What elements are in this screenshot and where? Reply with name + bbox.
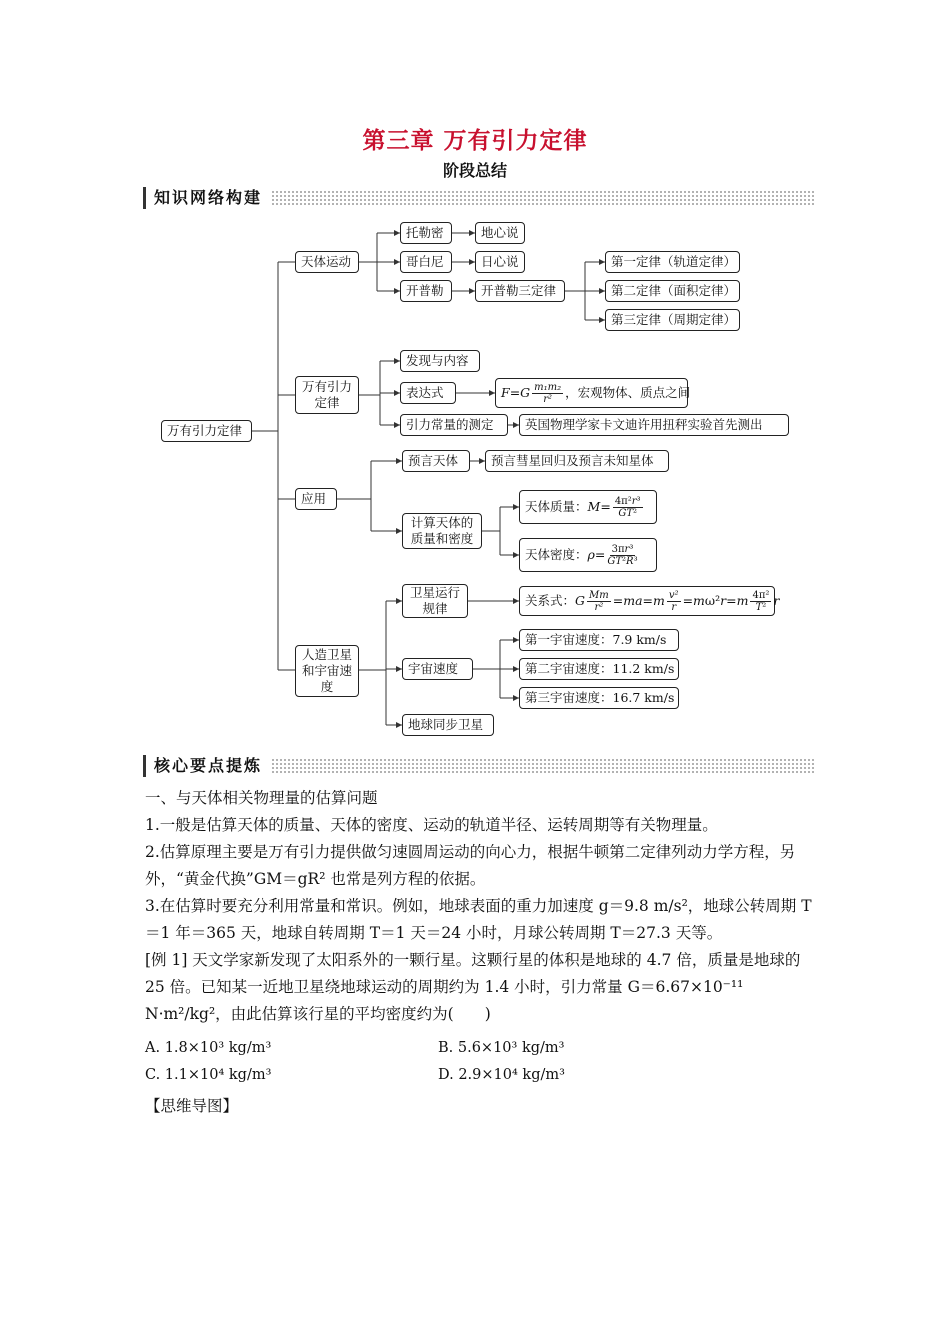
heading-estimation: 一、与天体相关物理量的估算问题: [145, 789, 378, 807]
chapter-title: 第三章 万有引力定律: [362, 127, 588, 154]
node-ptolemy: 托勒密: [400, 222, 452, 244]
node-geosync: 地球同步卫星: [402, 714, 494, 736]
node-satellite-rules: 卫星运行规律: [402, 584, 468, 618]
mindmap-label: 【思维导图】: [145, 1097, 239, 1115]
node-celestial-motion: 天体运动: [295, 251, 359, 273]
node-kepler-laws: 开普勒三定律: [475, 280, 565, 302]
option-d: D. 2.9×10⁴ kg/m³: [438, 1067, 565, 1083]
option-a: A. 1.8×10³ kg/m³: [145, 1040, 272, 1056]
node-geocentric: 地心说: [475, 222, 525, 244]
relation-label: 关系式：: [525, 593, 576, 608]
section-header-core: [143, 755, 815, 777]
node-application: 应用: [295, 488, 337, 510]
node-cosmic-velocity: 宇宙速度: [402, 658, 473, 680]
node-satellite: 人造卫星和宇宙速度: [295, 645, 359, 697]
node-third-law: 第三定律（周期定律）: [605, 309, 740, 331]
node-copernicus: 哥白尼: [400, 251, 452, 273]
node-relation-formula: 关系式： G $\frac{Mm}{\text{r²}}$ = ma = m $\frac{\text{v²}}{r}$ = m ω² r = m $\frac{\text{4π²}}{\text{T²}}$ r: [519, 586, 775, 616]
option-b: B. 5.6×10³ kg/m³: [438, 1040, 565, 1056]
node-kepler: 开普勒: [400, 280, 452, 302]
node-cavendish: 英国物理学家卡文迪许用扭秤实验首先测出: [519, 414, 789, 436]
section-dots: [271, 758, 815, 774]
paragraph-2: 2.估算原理主要是万有引力提供做匀速圆周运动的向心力，根据牛顿第二定律列动力学方程，另外，“黄金代换”GM＝gR² 也常是列方程的依据。: [145, 843, 796, 888]
section-label: 核心要点提炼: [143, 755, 268, 777]
node-mass-formula: 天体质量： M = $\frac{\text{4π²r³}}{\text{GT²}}$: [519, 490, 657, 524]
node-calc-mass-density: 计算天体的质量和密度: [402, 513, 482, 549]
node-formula-gravitation: F = G $\frac{\text{m₁m₂}}{\text{r²}}$ ，宏观物体、质点之间: [495, 378, 688, 408]
paragraph-3: 3.在估算时要充分利用常量和常识。例如，地球表面的重力加速度 g＝9.8 m/s²，地球公转周期 T＝1 年＝365 天，地球自转周期 T＝1 天＝24 小时，月球公转周期 T＝27.3 天等。: [145, 897, 812, 942]
node-first-law: 第一定律（轨道定律）: [605, 251, 740, 273]
node-predict: 预言天体: [402, 450, 470, 472]
node-discovery: 发现与内容: [400, 350, 480, 372]
node-v2: 第二宇宙速度：11.2 km/s: [519, 658, 679, 680]
density-label: 天体密度：: [525, 547, 588, 562]
example-1: [例 1] 天文学家新发现了太阳系外的一颗行星。这颗行星的体积是地球的 4.7 倍，质量是地球的 25 倍。已知某一近地卫星绕地球运动的周期约为 1.4 小时，引力常量 G＝6.67×10⁻¹¹ N·m²/kg²，由此估算该行星的平均密度约为( ): [145, 951, 801, 1023]
node-expression: 表达式: [400, 382, 456, 404]
node-v3: 第三宇宙速度：16.7 km/s: [519, 687, 679, 709]
node-heliocentric: 日心说: [475, 251, 525, 273]
node-density-formula: 天体密度： ρ = $\frac{\text{3πr³}}{\text{GT²R³}}$: [519, 538, 657, 572]
node-second-law: 第二定律（面积定律）: [605, 280, 740, 302]
node-root: 万有引力定律: [161, 420, 252, 442]
node-gravitation-law: 万有引力定律: [295, 376, 359, 414]
mass-label: 天体质量：: [525, 499, 588, 514]
option-c: C. 1.1×10⁴ kg/m³: [145, 1067, 272, 1083]
formula-note: ，宏观物体、质点之间: [565, 385, 691, 400]
section-label: 知识网络构建: [143, 187, 268, 209]
node-v1: 第一宇宙速度：7.9 km/s: [519, 629, 679, 651]
chapter-subtitle: 阶段总结: [442, 161, 507, 180]
node-comet: 预言彗星回归及预言未知星体: [485, 450, 669, 472]
paragraph-1: 1.一般是估算天体的质量、天体的密度、运动的轨道半径、运转周期等有关物理量。: [145, 816, 718, 834]
content-body: [145, 785, 815, 1028]
node-constant-measure: 引力常量的测定: [400, 414, 508, 436]
